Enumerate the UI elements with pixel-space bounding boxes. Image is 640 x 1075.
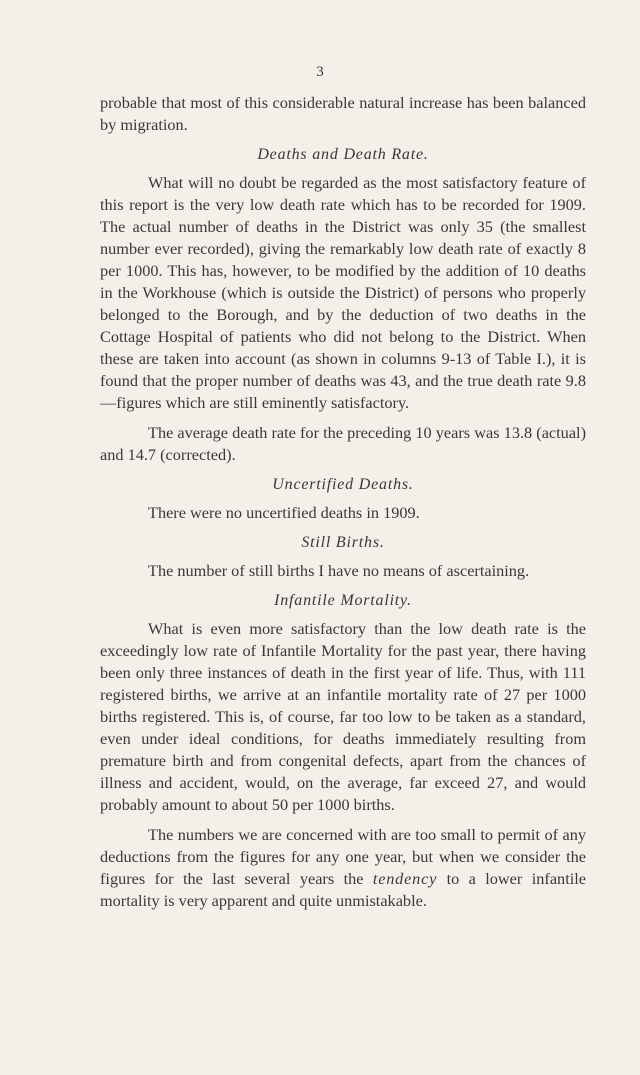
paragraph-average-death-rate: The average death rate for the preceding 10 years was 13.8 (actual) and 14.7 (corrected). (100, 423, 586, 464)
page-body (100, 92, 586, 912)
tendency-text-after: to a lower infantile mortality is very apparent and quite unmistakable. (100, 869, 586, 910)
heading-deaths-and-death-rate: Deaths and Death Rate. (257, 146, 429, 163)
heading-still-births: Still Births. (301, 534, 385, 551)
heading-infantile-mortality: Infantile Mortality. (274, 592, 412, 609)
tendency-emphasis: tendency (372, 869, 438, 888)
paragraph-death-rate: What will no doubt be regarded as the most satisfactory feature of this report is the very low death rate which has to be recorded for 1909. The actual number of deaths in the District was only 35 (the smallest number ever recorded), giving the remarkably low death rate of exactly 8 per 1000. This has, however, to be modified by the addition of 10 deaths in the Workhouse (which is outside the District) of persons who properly belonged to the Borough, and by the deduction of two deaths in the Cottage Hospital of patients who did not belong to the District. When these are taken into account (as shown in columns 9-13 of Table I.), it is found that the proper number of deaths was 43, and the true death rate 9.8—figures which are still eminently satisfactory. (100, 173, 586, 412)
paragraph-still-births: The number of still births I have no means of ascertaining. (148, 561, 530, 580)
paragraph-infantile-mortality: What is even more satisfactory than the low death rate is the exceedingly low rate of Infantile Mortality for the past year, there having been only three instances of death in the first year of life. Thus, with 111 registered births, we arrive at an infantile mortality rate of 27 per 1000 births registered. This is, of course, far too low to be taken as a standard, even under ideal conditions, for deaths immediately resulting from premature birth and from congenital defects, apart from the chances of illness and accident, would, on the average, far exceed 27, and would probably amount to about 50 per 1000 births. (100, 619, 586, 814)
intro-paragraph: probable that most of this considerable natural increase has been balanced by migration. (100, 93, 586, 134)
heading-uncertified-deaths: Uncertified Deaths. (272, 476, 414, 493)
tendency-text-before: The numbers we are concerned with are too small to permit of any deductions from the figures for any one year, but when we consider the figures for the last several years the (100, 825, 586, 888)
paragraph-infantile-tendency (100, 824, 586, 912)
paragraph-uncertified-deaths: There were no uncertified deaths in 1909. (148, 503, 420, 522)
page-number: 3 (316, 64, 324, 80)
